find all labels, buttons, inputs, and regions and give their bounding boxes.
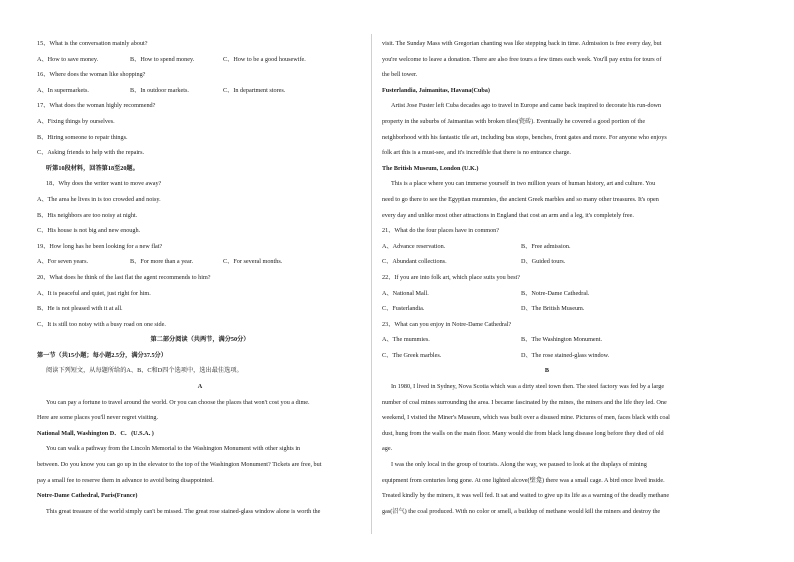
- notre-dame-line-4: the bell tower.: [382, 71, 418, 79]
- options-23-ab: [382, 332, 712, 348]
- option-22d: D、The British Museum.: [521, 305, 585, 313]
- option-22c: C、Fusterlandia.: [382, 305, 425, 313]
- right-column: [382, 36, 712, 519]
- reading-instructions: 阅读下列短文，从每题所给的A、B、C和D四个选项中，选出最佳选项。: [46, 367, 243, 375]
- fusterlandia-heading: Fusterlandia, Jaimanitas, Havana(Cuba): [382, 86, 490, 94]
- option-20a: A、It is peaceful and quiet, just right for him.: [37, 289, 151, 297]
- option-23d: D、The rose stained-glass window.: [521, 351, 610, 359]
- notre-dame-line-1: This great treasure of the world simply can't be missed. The great rose stained-glass window alone is worth the: [46, 507, 321, 515]
- option-19b: B、For more than a year.: [130, 258, 194, 266]
- option-19c: C、For several months.: [223, 258, 283, 266]
- british-museum-line-2: need to go there to see the Egyptian mummies, the ancient Greek marbles and so many other treasures. It's open: [382, 195, 659, 203]
- options-16: [37, 83, 363, 99]
- question-23: 23、What can you enjoy in Notre-Dame Cathedral?: [382, 320, 512, 328]
- option-17b: B、Hiring someone to repair things.: [37, 133, 128, 141]
- passage-b-line-2: number of coal mines surrounding the area. I became fascinated by the mines, the miners and the life they led. One: [382, 398, 667, 406]
- option-16a: A、In supermarkets.: [37, 86, 89, 94]
- options-22-ab: [382, 286, 712, 302]
- national-mall-line-2: between. Do you know you can go up in the elevator to the top of the Washington Monument? Tickets are free, but: [37, 461, 322, 469]
- notre-dame-heading: Notre-Dame Cathedral, Paris(France): [37, 492, 138, 500]
- passage-b-line-9: gas(沼气) the coal produced. With no color or smell, a buildup of methane would kill the miners and destroy the: [382, 507, 661, 515]
- options-19: [37, 254, 363, 270]
- question-22: 22、If you are into folk art, which place suits you best?: [382, 273, 520, 281]
- options-21-cd: [382, 254, 712, 270]
- question-20: 20、What does he think of the last flat the agent recommends to him?: [37, 273, 211, 281]
- fusterlandia-line-2: property in the suburbs of Jaimanitas with broken tiles(瓷砖). Eventually he covered a good portion of the: [382, 117, 646, 125]
- options-15: [37, 52, 363, 68]
- option-21c: C、Abundant collections.: [382, 258, 447, 266]
- option-22b: B、Notre-Dame Cathedral.: [521, 289, 590, 297]
- option-20b: B、He is not pleased with it at all.: [37, 305, 123, 313]
- option-18c: C、His house is not big and new enough.: [37, 227, 141, 235]
- british-museum-line-3: every day and unlike most other attractions in England that cost an arm and a leg, it's completely free.: [382, 211, 634, 219]
- section-10-heading: 听第10段材料，回答第18至20题。: [46, 164, 139, 172]
- national-mall-heading: National Mall, Washington D．C．(U.S.A．): [37, 429, 154, 437]
- options-23-cd: [382, 348, 712, 364]
- notre-dame-line-2: visit. The Sunday Mass with Gregorian chanting was like stepping back in time. Admission is free every day, but: [382, 40, 662, 47]
- option-16b: B、In outdoor markets.: [130, 86, 189, 94]
- option-20c: C、It is still too noisy with a busy road on one side.: [37, 320, 166, 328]
- national-mall-line-1: You can walk a pathway from the Lincoln Memorial to the Washington Monument with other sights in: [46, 445, 301, 453]
- question-19: 19、How long has he been looking for a new flat?: [37, 242, 163, 250]
- question-16: 16、Where does the woman like shopping?: [37, 71, 146, 79]
- national-mall-line-3: pay a small fee to reserve them in advance to avoid being disappointed.: [37, 476, 214, 484]
- option-21a: A、Advance reservation.: [382, 242, 446, 250]
- option-15a: A、How to save money.: [37, 55, 99, 63]
- option-16c: C、In department stores.: [223, 86, 286, 94]
- option-19a: A、For seven years.: [37, 258, 89, 266]
- passage-b-line-1: In 1980, I lived in Sydney, Nova Scotia which was a dirty steel town then. The steel factory was fed by a large: [391, 383, 665, 391]
- passage-b-line-3: weekend, I visited the Miner's Museum, which was built over a disused mine. Pictures of men, faces black with coal: [382, 414, 670, 422]
- passage-a-intro-2: Here are some places you'll never regret visiting.: [37, 414, 159, 422]
- question-15: 15、What is the conversation mainly about?: [37, 40, 148, 47]
- fusterlandia-line-3: neighborhood with his fantastic tile art, including bus stops, benches, front gates and more. For anyone who enjoys: [382, 133, 667, 141]
- column-divider: [371, 34, 372, 534]
- part-2-heading: 第二部分阅读（共两节，满分50分）: [150, 336, 250, 344]
- question-18: 18、Why does the writer want to move away?: [46, 180, 162, 188]
- fusterlandia-line-1: Artist Jose Fuster left Cuba decades ago to travel in Europe and came back inspired to decorate his run-down: [391, 102, 662, 110]
- options-22-cd: [382, 301, 712, 317]
- option-15b: B、How to spend money.: [130, 55, 195, 63]
- left-column: [37, 36, 363, 519]
- passage-b-line-8: Treated kindly by the miners, it was well fed. It sat and waited to give up its life as a warning of the deadly methane: [382, 492, 670, 500]
- option-15c: C、How to be a good housewife.: [223, 55, 306, 63]
- passage-b-line-7: equipment from centuries long gone. At one lighted alcove(壁龛) there was a small cage. A bird once lived inside.: [382, 476, 665, 484]
- british-museum-heading: The British Museum, London (U.K.): [382, 164, 479, 172]
- fusterlandia-line-4: folk art this is a must-see, and it's incredible that there is no entrance charge.: [382, 149, 571, 157]
- option-17a: A、Fixing things by ourselves.: [37, 117, 115, 125]
- option-22a: A、National Mall.: [382, 289, 429, 297]
- section-1-heading: 第一节（共15小题；每小题2.5分，满分37.5分）: [37, 351, 167, 359]
- passage-a-intro: You can pay a fortune to travel around the world. Or you can choose the places that won't cost you a dime.: [46, 398, 310, 406]
- british-museum-line-1: This is a place where you can immerse yourself in two million years of human history, art and culture. You: [391, 180, 656, 188]
- passage-b-label: B: [544, 367, 550, 375]
- options-21-ab: [382, 239, 712, 255]
- option-23c: C、The Greek marbles.: [382, 351, 442, 359]
- option-18a: A、The area he lives in is too crowded and noisy.: [37, 195, 161, 203]
- passage-a-label: A: [197, 383, 203, 391]
- option-17c: C、Asking friends to help with the repairs.: [37, 149, 145, 157]
- option-21b: B、Free admission.: [521, 242, 571, 250]
- question-21: 21、What do the four places have in common?: [382, 227, 500, 235]
- passage-b-line-4: dust, hung from the walls on the main floor. Many would die from black lung disease long before they died of old: [382, 429, 664, 437]
- passage-b-line-6: I was the only local in the group of tourists. Along the way, we paused to look at the displays of mining: [391, 461, 647, 469]
- notre-dame-line-3: you're welcome to leave a donation. There are also free tours a few times each week. You'll pay extra for tours of: [382, 55, 662, 63]
- option-21d: D、Guided tours.: [521, 258, 566, 266]
- option-23b: B、The Washington Monument.: [521, 336, 603, 344]
- passage-b-line-5: age.: [382, 445, 393, 453]
- option-18b: B、His neighbors are too noisy at night.: [37, 211, 138, 219]
- option-23a: A、The mummies.: [382, 336, 430, 344]
- question-17: 17、What does the woman highly recommend?: [37, 102, 156, 110]
